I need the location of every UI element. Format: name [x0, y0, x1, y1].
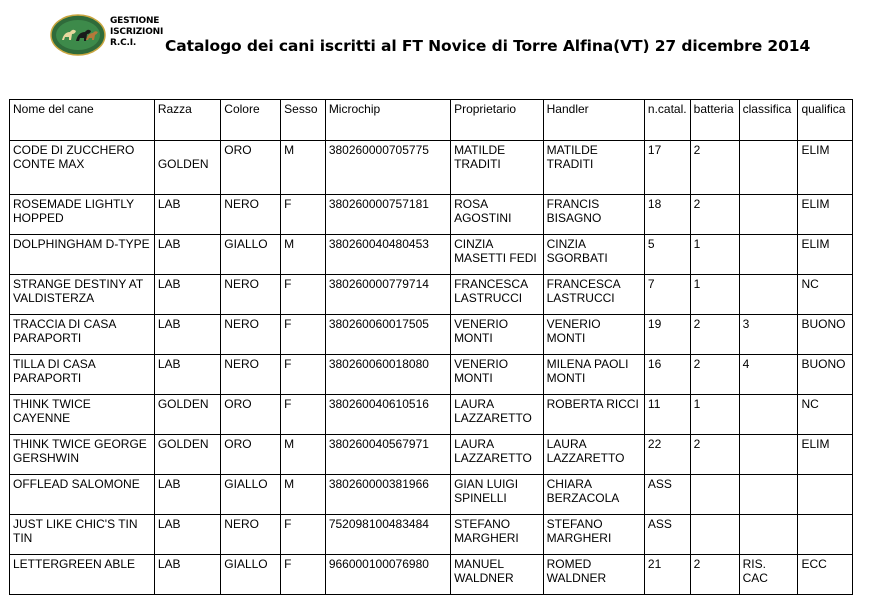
cell-colore: ORO [221, 435, 281, 475]
cell-classifica [739, 195, 798, 235]
cell-sesso: M [281, 141, 326, 195]
cell-ncatal: 22 [644, 435, 690, 475]
cell-nome: ROSEMADE LIGHTLY HOPPED [10, 195, 155, 235]
cell-proprietario: MATILDE TRADITI [451, 141, 544, 195]
table-row [10, 195, 853, 235]
header-batteria: batteria [690, 100, 739, 141]
cell-sesso: M [281, 475, 326, 515]
cell-microchip: 752098100483484 [325, 515, 450, 555]
cell-sesso: M [281, 435, 326, 475]
cell-nome: THINK TWICE GEORGE GERSHWIN [10, 435, 155, 475]
cell-colore: NERO [221, 355, 281, 395]
cell-qualifica: ECC [798, 555, 853, 595]
cell-nome: THINK TWICE CAYENNE [10, 395, 155, 435]
cell-razza: LAB [154, 355, 220, 395]
cell-microchip: 380260040480453 [325, 235, 450, 275]
cell-qualifica: ELIM [798, 141, 853, 195]
cell-microchip: 380260000779714 [325, 275, 450, 315]
cell-proprietario: STEFANO MARGHERI [451, 515, 544, 555]
cell-sesso: F [281, 555, 326, 595]
cell-razza: LAB [154, 235, 220, 275]
cell-handler: ROMED WALDNER [543, 555, 644, 595]
cell-sesso: F [281, 275, 326, 315]
cell-ncatal: 7 [644, 275, 690, 315]
cell-colore: ORO [221, 395, 281, 435]
cell-classifica: RIS. CAC [739, 555, 798, 595]
header-razza: Razza [154, 100, 220, 141]
cell-handler: VENERIO MONTI [543, 315, 644, 355]
header-qualifica: qualifica [798, 100, 853, 141]
header-ncatal: n.catal. [644, 100, 690, 141]
cell-batteria: 1 [690, 275, 739, 315]
catalog-table [9, 99, 853, 595]
cell-classifica [739, 475, 798, 515]
cell-qualifica: ELIM [798, 435, 853, 475]
cell-ncatal: 16 [644, 355, 690, 395]
cell-sesso: F [281, 195, 326, 235]
cell-classifica [739, 515, 798, 555]
cell-batteria: 2 [690, 555, 739, 595]
cell-razza: LAB [154, 195, 220, 235]
header-proprietario: Proprietario [451, 100, 544, 141]
cell-razza: LAB [154, 475, 220, 515]
table-row [10, 355, 853, 395]
cell-razza: GOLDEN [154, 435, 220, 475]
cell-batteria: 2 [690, 141, 739, 195]
cell-handler: CHIARA BERZACOLA [543, 475, 644, 515]
cell-batteria: 2 [690, 195, 739, 235]
table-row [10, 275, 853, 315]
cell-nome: TRACCIA DI CASA PARAPORTI [10, 315, 155, 355]
cell-ncatal: ASS [644, 515, 690, 555]
cell-qualifica: ELIM [798, 195, 853, 235]
cell-proprietario: LAURA LAZZARETTO [451, 435, 544, 475]
cell-proprietario: VENERIO MONTI [451, 355, 544, 395]
cell-colore: ORO [221, 141, 281, 195]
cell-classifica [739, 235, 798, 275]
cell-handler: CINZIA SGORBATI [543, 235, 644, 275]
cell-microchip: 380260000705775 [325, 141, 450, 195]
cell-microchip: 380260060017505 [325, 315, 450, 355]
cell-handler: STEFANO MARGHERI [543, 515, 644, 555]
cell-ncatal: 11 [644, 395, 690, 435]
page-title: Catalogo dei cani iscritti al FT Novice di Torre Alfina(VT) 27 dicembre 2014 [165, 37, 811, 55]
cell-nome: TILLA DI CASA PARAPORTI [10, 355, 155, 395]
cell-qualifica: NC [798, 275, 853, 315]
cell-classifica [739, 275, 798, 315]
cell-proprietario: CINZIA MASETTI FEDI [451, 235, 544, 275]
table-row [10, 395, 853, 435]
cell-sesso: M [281, 235, 326, 275]
cell-qualifica [798, 515, 853, 555]
header-nome: Nome del cane [10, 100, 155, 141]
cell-razza: GOLDEN [154, 141, 220, 195]
cell-nome: OFFLEAD SALOMONE [10, 475, 155, 515]
cell-ncatal: ASS [644, 475, 690, 515]
cell-colore: NERO [221, 315, 281, 355]
cell-sesso: F [281, 395, 326, 435]
cell-batteria: 1 [690, 395, 739, 435]
cell-nome: JUST LIKE CHIC'S TIN TIN [10, 515, 155, 555]
cell-sesso: F [281, 515, 326, 555]
cell-handler: FRANCIS BISAGNO [543, 195, 644, 235]
cell-microchip: 966000100076980 [325, 555, 450, 595]
cell-batteria: 1 [690, 235, 739, 275]
cell-ncatal: 19 [644, 315, 690, 355]
cell-ncatal: 5 [644, 235, 690, 275]
cell-sesso: F [281, 315, 326, 355]
logo-text [110, 16, 163, 49]
cell-razza: LAB [154, 275, 220, 315]
table-row [10, 555, 853, 595]
cell-proprietario: ROSA AGOSTINI [451, 195, 544, 235]
logo-line-2: ISCRIZIONI [110, 27, 164, 37]
cell-proprietario: VENERIO MONTI [451, 315, 544, 355]
cell-classifica: 4 [739, 355, 798, 395]
cell-handler: MATILDE TRADITI [543, 141, 644, 195]
cell-nome: CODE DI ZUCCHERO CONTE MAX [10, 141, 155, 195]
cell-proprietario: FRANCESCA LASTRUCCI [451, 275, 544, 315]
cell-colore: NERO [221, 275, 281, 315]
cell-qualifica: BUONO [798, 355, 853, 395]
cell-qualifica: NC [798, 395, 853, 435]
cell-batteria: 2 [690, 355, 739, 395]
header-classifica: classifica [739, 100, 798, 141]
cell-sesso: F [281, 355, 326, 395]
table-row [10, 235, 853, 275]
table-row [10, 315, 853, 355]
cell-ncatal: 18 [644, 195, 690, 235]
header-sesso: Sesso [281, 100, 326, 141]
cell-batteria: 2 [690, 435, 739, 475]
header-colore: Colore [221, 100, 281, 141]
logo-line-3: R.C.I. [110, 38, 137, 48]
cell-razza: LAB [154, 515, 220, 555]
cell-classifica [739, 435, 798, 475]
cell-colore: NERO [221, 515, 281, 555]
cell-qualifica [798, 475, 853, 515]
cell-batteria [690, 515, 739, 555]
cell-ncatal: 21 [644, 555, 690, 595]
header-handler: Handler [543, 100, 644, 141]
header-microchip: Microchip [325, 100, 450, 141]
cell-proprietario: LAURA LAZZARETTO [451, 395, 544, 435]
logo-line-1: GESTIONE [110, 16, 160, 26]
cell-colore: GIALLO [221, 475, 281, 515]
rci-logo [50, 14, 106, 56]
cell-handler: MILENA PAOLI MONTI [543, 355, 644, 395]
cell-ncatal: 17 [644, 141, 690, 195]
cell-razza: LAB [154, 555, 220, 595]
cell-nome: STRANGE DESTINY AT VALDISTERZA [10, 275, 155, 315]
cell-nome: LETTERGREEN ABLE [10, 555, 155, 595]
cell-handler: ROBERTA RICCI [543, 395, 644, 435]
cell-proprietario: MANUEL WALDNER [451, 555, 544, 595]
cell-colore: NERO [221, 195, 281, 235]
cell-microchip: 380260000757181 [325, 195, 450, 235]
cell-razza: LAB [154, 315, 220, 355]
cell-batteria: 2 [690, 315, 739, 355]
table-row [10, 475, 853, 515]
table-row [10, 141, 853, 195]
cell-microchip: 380260060018080 [325, 355, 450, 395]
table-row [10, 435, 853, 475]
cell-qualifica: ELIM [798, 235, 853, 275]
table-header-row [10, 100, 853, 141]
cell-colore: GIALLO [221, 555, 281, 595]
cell-classifica: 3 [739, 315, 798, 355]
cell-batteria [690, 475, 739, 515]
cell-microchip: 380260040567971 [325, 435, 450, 475]
cell-microchip: 380260040610516 [325, 395, 450, 435]
cell-colore: GIALLO [221, 235, 281, 275]
cell-qualifica: BUONO [798, 315, 853, 355]
cell-handler: LAURA LAZZARETTO [543, 435, 644, 475]
cell-classifica [739, 395, 798, 435]
cell-classifica [739, 141, 798, 195]
cell-handler: FRANCESCA LASTRUCCI [543, 275, 644, 315]
table-row [10, 515, 853, 555]
cell-razza: GOLDEN [154, 395, 220, 435]
cell-microchip: 380260000381966 [325, 475, 450, 515]
cell-nome: DOLPHINGHAM D-TYPE [10, 235, 155, 275]
cell-proprietario: GIAN LUIGI SPINELLI [451, 475, 544, 515]
